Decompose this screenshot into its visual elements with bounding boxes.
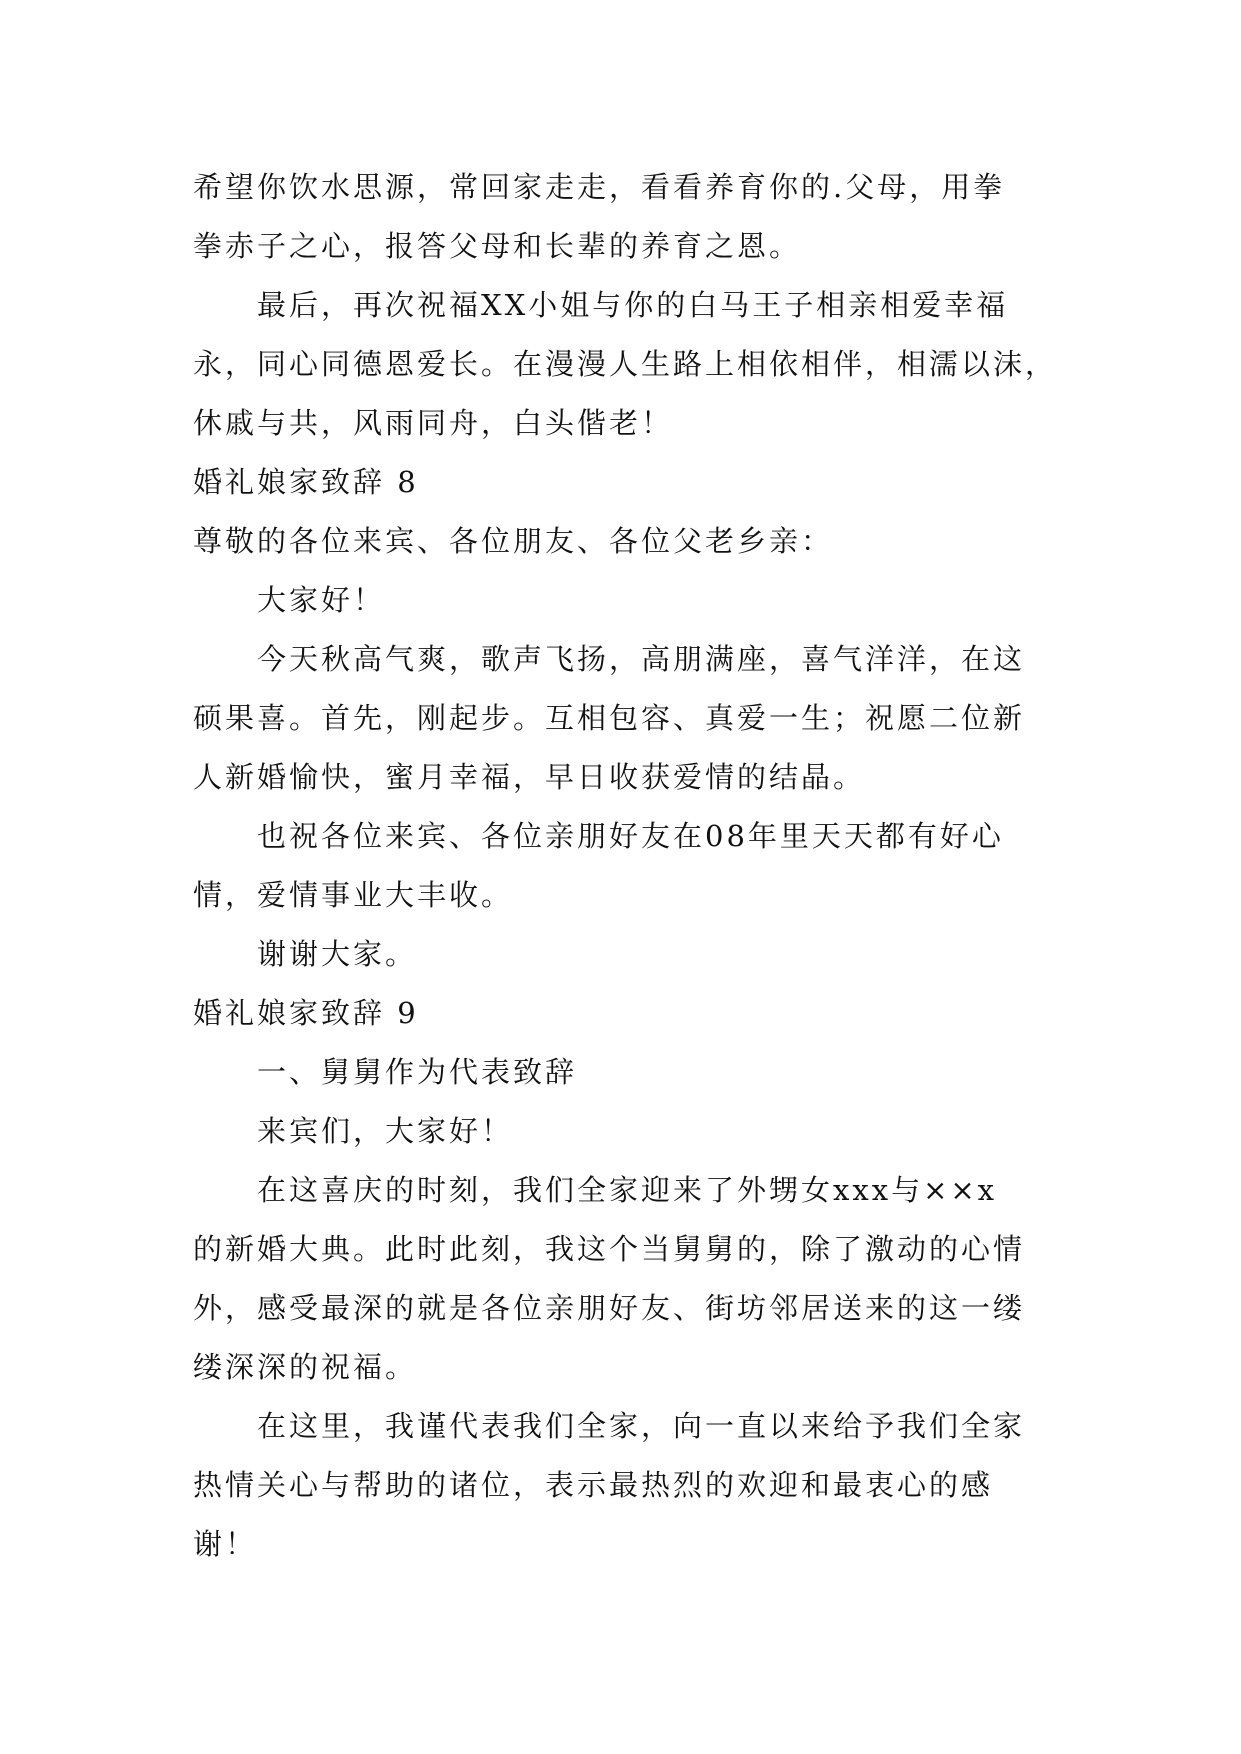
- text-line: 一、舅舅作为代表致辞: [257, 1055, 578, 1089]
- text-line: 也祝各位来宾、各位亲朋好友在08年里天天都有好心: [257, 819, 1004, 853]
- text-line: 在这喜庆的时刻，我们全家迎来了外甥女xxx与××x: [257, 1173, 998, 1207]
- text-line: 外，感受最深的就是各位亲朋好友、街坊邻居送来的这一缕: [193, 1291, 1026, 1325]
- text-line: 谢！: [193, 1527, 258, 1561]
- document-body: [193, 158, 1057, 1574]
- text-line: 缕深深的祝福。: [193, 1350, 418, 1384]
- text-line: 在这里，我谨代表我们全家，向一直以来给予我们全家: [257, 1409, 1026, 1443]
- text-line: 今天秋高气爽，歌声飞扬，高朋满座，喜气洋洋，在这: [257, 642, 1026, 676]
- text-line: 情，爱情事业大丰收。: [193, 878, 514, 912]
- text-line: 热情关心与帮助的诸位，表示最热烈的欢迎和最衷心的感: [193, 1468, 994, 1502]
- text-line: 希望你饮水思源，常回家走走，看看养育你的.父母，用拳: [193, 170, 1006, 204]
- text-line: 人新婚愉快，蜜月幸福，早日收获爱情的结晶。: [193, 760, 866, 794]
- text-line: 硕果喜。首先，刚起步。互相包容、真爱一生；祝愿二位新: [193, 701, 1026, 735]
- text-line: 的新婚大典。此时此刻，我这个当舅舅的，除了激动的心情: [193, 1232, 1026, 1266]
- text-line: 来宾们，大家好！: [257, 1114, 514, 1148]
- text-line: 最后，再次祝福XX小姐与你的白马王子相亲相爱幸福: [257, 288, 1009, 322]
- section-heading: 婚礼娘家致辞 9: [193, 996, 419, 1030]
- text-line: 永，同心同德恩爱长。在漫漫人生路上相依相伴，相濡以沫，: [193, 347, 1058, 381]
- text-line: 拳赤子之心，报答父母和长辈的养育之恩。: [193, 229, 802, 263]
- text-line: 休戚与共，风雨同舟，白头偕老！: [193, 406, 674, 440]
- section-heading: 婚礼娘家致辞 8: [193, 465, 419, 499]
- text-line: 大家好！: [257, 583, 386, 617]
- text-line: 谢谢大家。: [257, 937, 418, 971]
- text-line: 尊敬的各位来宾、各位朋友、各位父老乡亲：: [193, 524, 834, 558]
